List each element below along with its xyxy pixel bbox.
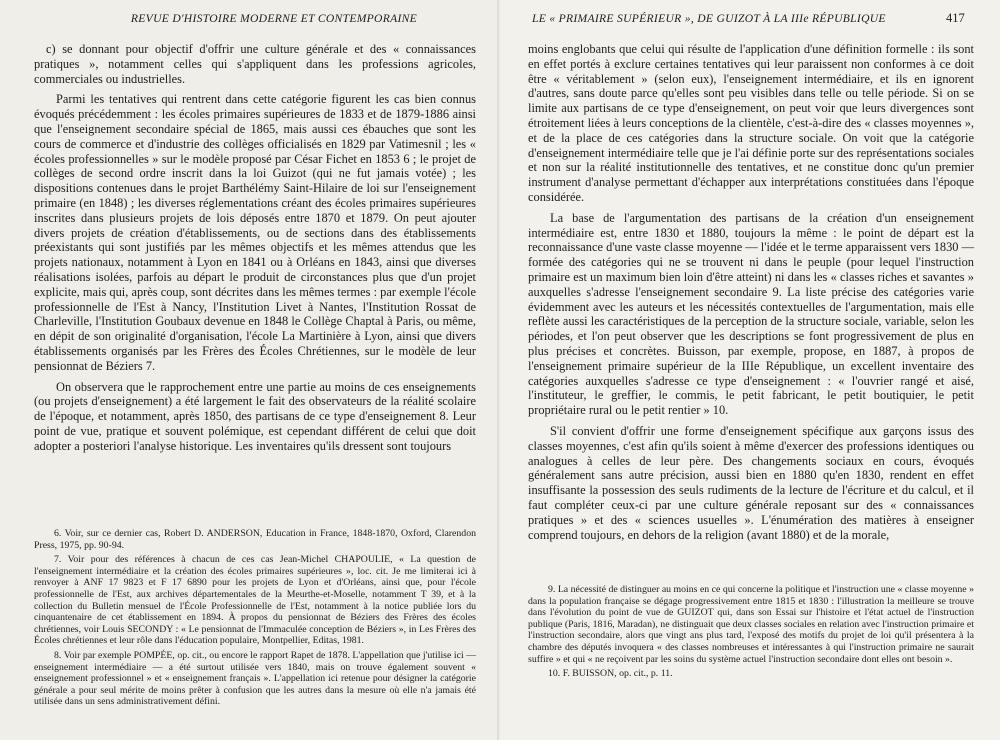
left-footnotes xyxy=(34,528,476,711)
paragraph: Parmi les tentatives qui rentrent dans cette catégorie figurent les cas bien connus évoqués précédemment : les écoles primaires supérieures de 1833 et de 1879-1886 ainsi que l'enseignement secondaire spécial de 1865, mais aussi ces ébauches que sont les cours de commerce et d'industrie des collèges officialisés en 1829 par Vatimesnil ; les « écoles professionnelles » sur le modèle proposé par César Fichet en 1853 6 ; le projet de collèges de second ordre inscrit dans la loi Guizot (qui ne fut jamais votée) ; les dispositions contenues dans le projet Barthélémy Saint-Hilaire de loi sur l'enseignement primaire (en 1848) ; les diverses réglementations créant des écoles primaires supérieures inscrites dans plusieurs projets de lois déposés entre 1870 et 1879. On peut ajouter divers projets de création d'établissements, ou de sections dans des établissements préexistants qui sont justifiés par les mêmes objectifs et les mêmes attendus que les projets nationaux, notamment à Lyon en 1841 ou à Orléans en 1843, ainsi que diverses réalisations isolées, parfois au départ le produit de circonstances plus que d'un projet explicite, mais qui, après coup, sont décrites dans les mêmes termes : par exemple l'école professionnelle de l'Est à Nancy, l'Institution Livet à Nantes, l'Institution Rossat de Charleville, l'Institution Goubaux devenue en 1848 le Collège Chaptal à Paris, ou même, en dépit de son originalité d'organisation, l'école La Martinière à Lyon, ainsi que divers établissements organisés par les Frères des Écoles Chrétiennes, sur le modèle de leur pensionnat de Béziers 7. xyxy=(34,92,476,373)
paragraph: S'il convient d'offrir une forme d'enseignement spécifique aux garçons issus des classes moyennes, c'est afin qu'ils soient à même d'exercer des professions identiques ou analogues à celles de leur père. Des changements sociaux en cours, évoqués généralement sans autre précision, aussi bien en 1880 qu'en 1830, rendent en effet insuffisante la possession des seuls rudiments de la lecture de l'écriture et du calcul, et il faut compléter ceux-ci par une culture générale reposant sur des « connaissances pratiques » et des « sciences usuelles ». L'énumération des matières à enseigner comprend toujours, en dehors de la religion (avant 1880) et de la morale, xyxy=(528,423,974,542)
left-body-text xyxy=(34,42,476,460)
running-head-right: LE « PRIMAIRE SUPÉRIEUR », DE GUIZOT À LA IIIe RÉPUBLIQUE xyxy=(532,12,886,25)
footnote: 9. La nécessité de distinguer au moins en ce qui concerne la politique et l'instruction une « classe moyenne » dans la population française se dégage progressivement entre 1815 et 1830 : l'illustration la meilleure se trouve dans l'évolution du point de vue de GUIZOT qui, dans son Essai sur l'histoire et l'état actuel de l'instruction publique (Paris, 1816, Maradan), ne distinguait que deux classes sociales en relation avec l'instruction primaire et l'instruction secondaire, alors que vingt ans plus tard, l'exposé des motifs du projet de loi qu'il présentera à la chambre des députés invoquera « des classes nombreuses et intéressantes à qui l'instruction primaire ne saurait suffire » et qui « ne reçoivent par les soins du système actuel l'instruction secondaire dont elles ont besoin ». xyxy=(528,584,974,665)
footnote: 10. F. BUISSON, op. cit., p. 11. xyxy=(548,668,673,680)
right-body-text xyxy=(528,42,974,548)
footnote: 6. Voir, sur ce dernier cas, Robert D. ANDERSON, Education in France, 1848-1870, Oxford, Clarendon Press, 1975, pp. 90-94. xyxy=(34,528,476,551)
running-head-left: REVUE D'HISTOIRE MODERNE ET CONTEMPORAINE xyxy=(130,12,418,25)
paragraph: moins englobants que celui qui résulte de l'application d'une définition formelle : ils sont en effet portés à exclure certaines tentatives qui leur paraissent non conformes à ce doit être « véritablement » (selon eux), l'enseignement intermédiaire, et ils en ignorent d'autres, sans doute parce qu'elles sont peu visibles dans telle ou telle période. Si on se limite aux partisans de ce type d'enseignement, on peut voir que leurs divergences sont étroitement liées à leurs conceptions de la clientèle, c'est-à-dire des « classes moyennes », et de la place de ces catégories dans la structure sociale. On voit que la catégorie d'enseignement intermédiaire telle que je l'ai définie porte sur des représentations sociales et non sur la réalité institutionnelle des tentatives, et ne constitue donc qu'un premier instrument d'analyse permettant d'échapper aux interprétations constituées dans l'époque considérée. xyxy=(528,42,974,204)
paragraph: On observera que le rapprochement entre une partie au moins de ces enseignements (ou projets d'enseignement) a été largement le fait des observateurs de la réalité scolaire de l'époque, et notamment, après 1850, des partisans de ce type d'enseignement 8. Leur point de vue, pratique et souvent polémique, est cependant différent de celui que doit adopter a posteriori l'analyse historique. Les inventaires qu'ils dressent sont toujours xyxy=(34,379,476,453)
page-number: 417 xyxy=(946,11,965,25)
footnote: 8. Voir par exemple POMPÉE, op. cit., ou encore le rapport Rapet de 1878. L'appellation que j'utilise ici — enseignement intermédiaire — a été surtout utilisée vers 1840, mais on trouve également souvent « enseignement professionnel » et « enseignement français ». L'appellation ici retenue pour désigner la catégorie générale a pour seul mérite de moins prêter à confusion que les autres dans la mesure où elle n'a jamais été utilisée dans un sens administrativement défini. xyxy=(34,649,476,708)
footnote: 7. Voir pour des références à chacun de ces cas Jean-Michel CHAPOULIE, « La question de l'enseignement intermédiaire et la création des écoles primaires supérieures », loc. cit. Je me limiterai ici à renvoyer à ANF 17 9823 et F 17 6890 pour les projets de Lyon et d'Orléans, ainsi que, pour l'école professionnelle de l'Est, aux archives départementales de la Meurthe-et-Moselle, notamment T 39, et à la collection du Bulletin mensuel de l'École Professionnelle de l'Est, notamment à la notice publiée lors du cinquantenaire de cet établissement en 1894. À propos du pensionnat de Béziers des Frères des écoles chrétiennes, voir Louis SECONDY : « Le pensionnat de l'Immaculée conception de Béziers », in Les Frères des Écoles chrétiennes et leur rôle dans l'éducation populaire, Montpellier, Editas, 1981. xyxy=(34,554,476,647)
right-page xyxy=(500,0,1000,740)
paragraph: La base de l'argumentation des partisans de la création d'un enseignement intermédiaire est, entre 1830 et 1880, toujours la même : le point de départ est la reconnaissance d'une vaste classe moyenne — l'idée et le terme apparaissent vers 1830 — formée des catégories qui ne se trouvent ni dans le peuple (pour lequel l'instruction primaire est un maximum bien loin d'être atteint) ni dans les « classes riches et savantes » auxquelles s'adresse l'enseignement secondaire 9. La liste précise des catégories varie évidemment avec les auteurs et les nécessités contextuelles de l'argumentation, mais elle reflète aussi les caractéristiques de la perception de la structure sociale, variable, selon les périodes, et l'on peut observer que les descriptions se font progressivement de plus en plus précises et concrètes. Buisson, par exemple, propose, en 1887, à propos de l'enseignement primaire supérieur de la IIIe République, un excellent inventaire des catégories auxquelles s'adresse ce type d'enseignement : « l'ouvrier rangé et aisé, l'instituteur, le greffier, le commis, le petit fabricant, le petit boutiquier, le petit propriétaire rural ou le petit rentier » 10. xyxy=(528,210,974,418)
right-footnotes xyxy=(528,584,974,683)
paragraph: c) se donnant pour objectif d'offrir une culture générale et des « connaissances pratiques », notamment celles qui s'appliquent dans les professions agricoles, commerciales ou industrielles. xyxy=(34,42,476,86)
